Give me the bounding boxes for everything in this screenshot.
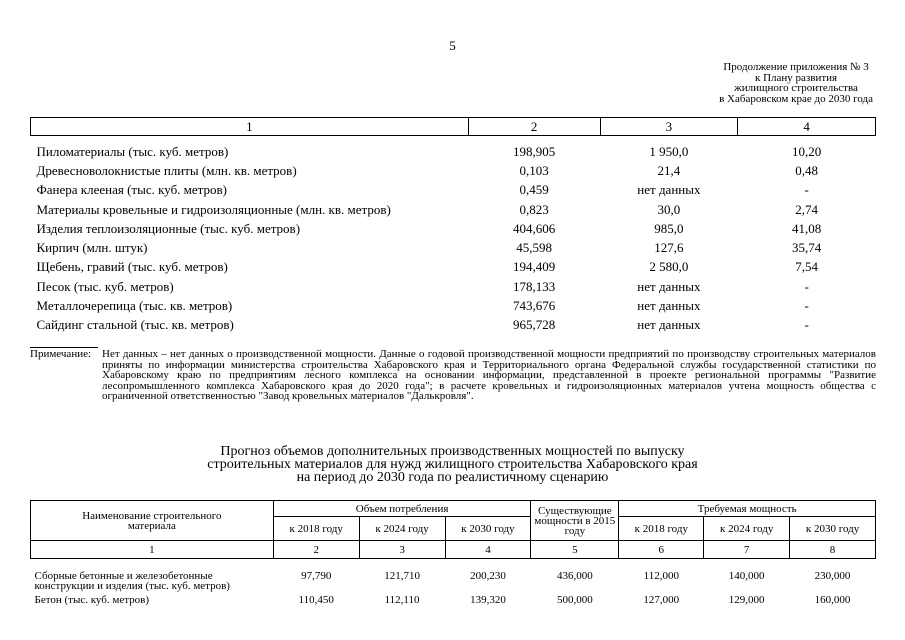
cell-value: 1 950,0 <box>649 143 689 159</box>
material-name: Кирпич (млн. штук) <box>36 240 148 256</box>
column-number: 5 <box>531 541 619 559</box>
column-number: 7 <box>704 541 790 559</box>
material-name: Металлочерепица (тыс. кв. метров) <box>36 298 233 314</box>
cell-value: 97,790 <box>301 569 332 582</box>
page-number: 5 <box>449 38 456 53</box>
column-header: 2 <box>468 118 600 136</box>
cell-value: 7,54 <box>795 259 819 275</box>
header-year: к 2024 году <box>359 517 445 541</box>
header-consumption: Объем потребления <box>273 501 531 517</box>
cell-value: 35,74 <box>792 240 822 256</box>
cell-value: 140,000 <box>728 569 765 582</box>
header-year: к 2024 году <box>704 517 790 541</box>
cell-value: 10,20 <box>792 143 822 159</box>
cell-value: 21,4 <box>657 162 681 178</box>
forecast-title-line: на период до 2030 года по реалистичному сценарию <box>296 470 609 485</box>
material-name: Древесноволокнистые плиты (млн. кв. метров) <box>36 162 297 178</box>
appendix-line: к Плану развития <box>754 71 838 84</box>
header-year: к 2030 году <box>790 517 876 541</box>
cell-value: 0,103 <box>519 162 549 178</box>
cell-value: 112,000 <box>643 569 679 582</box>
column-number: 6 <box>619 541 704 559</box>
header-year: к 2018 году <box>619 517 704 541</box>
forecast-title <box>0 445 905 484</box>
header-year: к 2018 году <box>273 517 359 541</box>
cell-value: 2 580,0 <box>649 259 689 275</box>
column-number: 3 <box>359 541 445 559</box>
column-header: 1 <box>31 118 469 136</box>
header-existing-capacity: Существующие мощности в 2015 году <box>531 501 619 541</box>
table-row <box>31 316 876 335</box>
table-row <box>31 277 876 296</box>
cell-value: 160,000 <box>814 593 851 606</box>
cell-value: 45,598 <box>516 240 552 256</box>
cell-value: 139,320 <box>470 593 506 606</box>
cell-value: 436,000 <box>556 569 593 582</box>
material-name: Фанера клееная (тыс. куб. метров) <box>36 182 227 198</box>
appendix-line: в Хабаровском крае до 2030 года <box>719 92 873 105</box>
cell-value: нет данных <box>637 317 701 333</box>
cell-value: нет данных <box>637 278 701 294</box>
material-name: Бетон (тыс. куб. метров) <box>34 593 150 606</box>
cell-value: 230,000 <box>814 569 851 582</box>
cell-value: 0,459 <box>519 182 549 198</box>
cell-value: 198,905 <box>513 143 556 159</box>
cell-value: - <box>804 182 809 198</box>
cell-value: 404,606 <box>513 220 556 236</box>
table-row <box>31 296 876 315</box>
header-material-name: Наименование строительного материала <box>31 501 274 541</box>
cell-value: 0,48 <box>795 162 819 178</box>
material-name: Сайдинг стальной (тыс. кв. метров) <box>36 317 234 333</box>
cell-value: 41,08 <box>792 220 822 236</box>
cell-value: 178,133 <box>513 278 556 294</box>
forecast-table <box>30 500 876 609</box>
cell-value: - <box>804 298 809 314</box>
cell-value: нет данных <box>637 298 701 314</box>
forecast-title-line: Прогноз объемов дополнительных производственных мощностей по выпуску <box>220 444 685 459</box>
cell-value: 0,823 <box>519 201 549 217</box>
cell-value: - <box>804 317 809 333</box>
appendix-line: Продолжение приложения № 3 <box>723 61 869 73</box>
cell-value: 965,728 <box>513 317 556 333</box>
table-row <box>31 200 876 219</box>
note-text: Нет данных – нет данных о производственной мощности. Данные о годовой производственной мощности предприятий по производству строительных материалов приняты по информации министерства строительства Хабаровского края и Территориального органа Федеральной службы государственной статистики по Хабаровскому краю по предприятиям лесного комплекса на основании информации, представленной в проекте региональной программы "Развитие лесопромышленного комплекса Хабаровского края до 2020 года"; в расчете кровельных и гидроизоляционных материалов учтена мощность общества с ограниченной ответственностью "Завод кровельных материалов "Далькровля". <box>102 348 876 403</box>
cell-value: 985,0 <box>654 220 684 236</box>
appendix-header <box>719 62 873 104</box>
table-row <box>31 559 876 571</box>
cell-value: 2,74 <box>795 201 819 217</box>
cell-value: 194,409 <box>513 259 556 275</box>
cell-value: 110,450 <box>298 593 334 606</box>
material-name: Песок (тыс. куб. метров) <box>36 278 174 294</box>
cell-value: 129,000 <box>728 593 765 606</box>
material-name: Изделия теплоизоляционные (тыс. куб. метров) <box>36 220 301 236</box>
cell-value: 112,110 <box>384 593 420 606</box>
table-row <box>31 238 876 257</box>
appendix-line: жилищного строительства <box>734 82 858 94</box>
column-header: 3 <box>600 118 738 136</box>
material-name: Сборные бетонные и железобетонные конструкции и изделия (тыс. куб. метров) <box>34 569 230 592</box>
cell-value: 200,230 <box>470 569 506 582</box>
material-name: Щебень, гравий (тыс. куб. метров) <box>36 259 228 275</box>
material-name: Материалы кровельные и гидроизоляционные (млн. кв. метров) <box>36 201 391 217</box>
material-name: Пиломатериалы (тыс. куб. метров) <box>36 143 229 159</box>
table-row <box>31 142 876 161</box>
column-number: 2 <box>273 541 359 559</box>
cell-value: 127,000 <box>643 593 680 606</box>
note <box>30 349 876 402</box>
table-row <box>31 591 876 609</box>
cell-value: 743,676 <box>513 298 556 314</box>
header-year: к 2030 году <box>445 517 531 541</box>
capacity-table <box>30 117 876 335</box>
cell-value: нет данных <box>637 182 701 198</box>
cell-value: 30,0 <box>657 201 681 217</box>
cell-value: 121,710 <box>384 569 420 582</box>
note-label: Примечание: <box>30 348 92 360</box>
cell-value: 127,6 <box>654 240 684 256</box>
table-row <box>31 161 876 180</box>
table-row <box>31 571 876 591</box>
cell-value: - <box>804 278 809 294</box>
table-row <box>31 258 876 277</box>
forecast-title-line: строительных материалов для нужд жилищного строительства Хабаровского края <box>207 457 698 472</box>
column-number: 4 <box>445 541 531 559</box>
column-number: 8 <box>790 541 876 559</box>
table-row <box>31 219 876 238</box>
column-number: 1 <box>31 541 274 559</box>
cell-value: 500,000 <box>556 593 593 606</box>
table-row <box>31 181 876 200</box>
column-header: 4 <box>738 118 876 136</box>
header-required-capacity: Требуемая мощность <box>619 501 876 517</box>
